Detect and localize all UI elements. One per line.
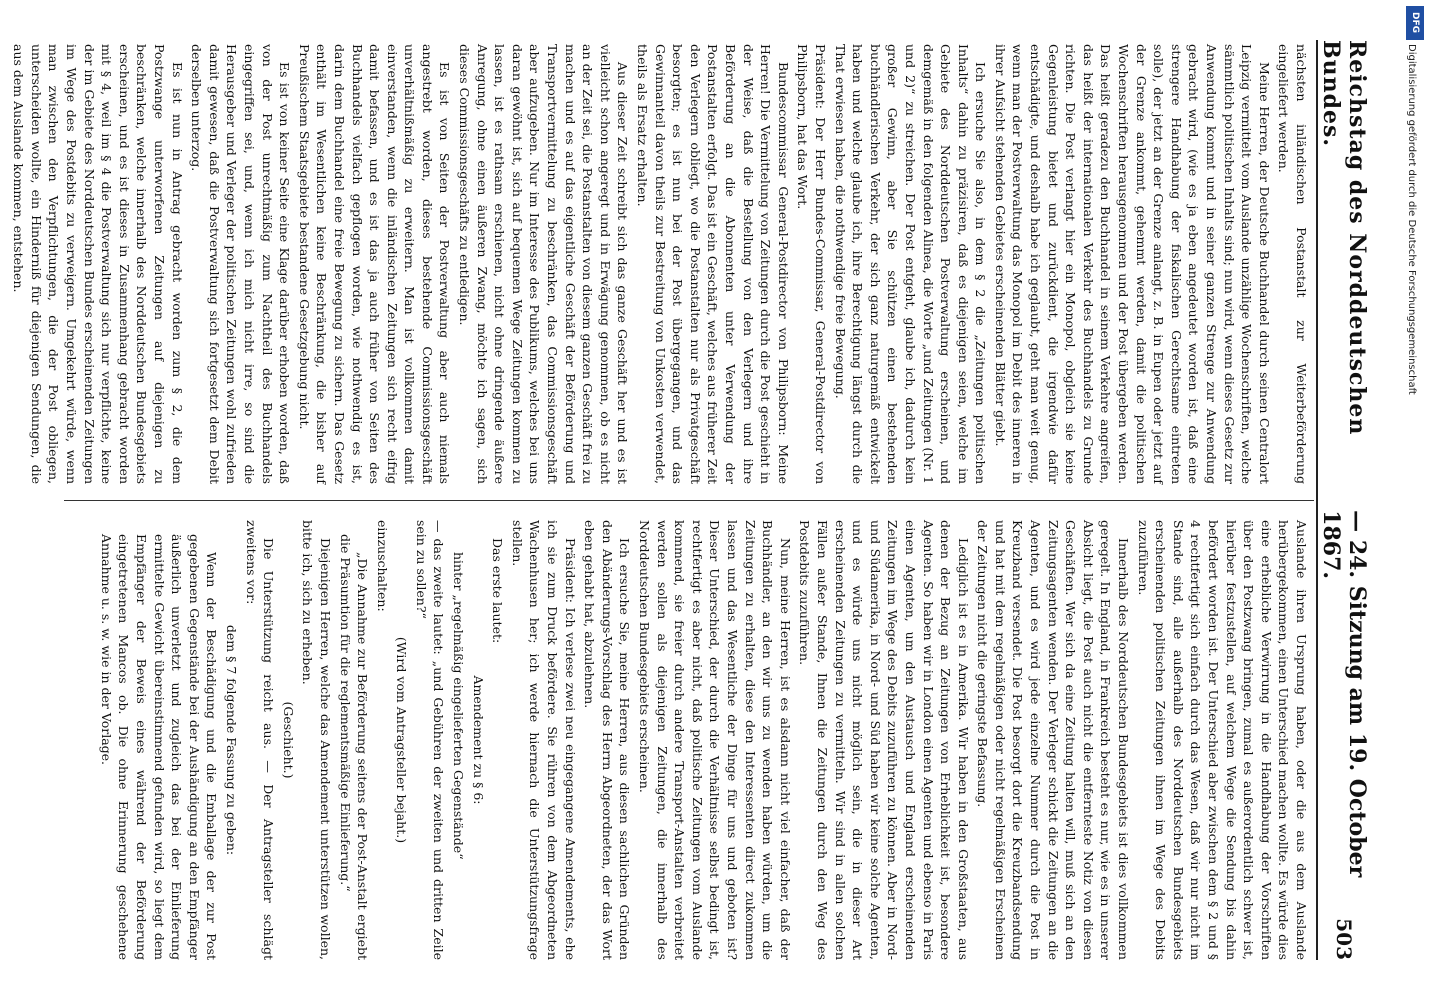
page-number: 503 — [1332, 918, 1356, 960]
paragraph: Diejenigen Herren, welche das Amendement unterstützen wollen, bitte ich, sich zu erheben. — [300, 520, 333, 960]
paragraph: Innerhalb des Norddeutschen Bundesgebiets ist dies vollkommen geregelt. In England, in Frankreich besteht es nur, wie es in unserer Absicht liegt, die Post auch nicht die entfernteste Notiz von diesen Geschäften. Wer sich da eine Zeitung halten will, muß sich an den Zeitungsagenten wenden. Der Verleger schickt die Zeitungen an die Agenten, und es wird jede einzelne Nummer durch die Post in Kreuzband versendet. Die Post besorgt dort die Kreuzbandsendung und hat mit dem regelmäßigen oder nicht regelmäßigen Erscheinen der Zeitungen nicht die geringste Befassung. — [975, 520, 1132, 960]
column-divider — [64, 500, 1314, 501]
amendment-text: hinter „regelmäßig eingelieferten Gegenstände“ — [451, 552, 467, 860]
paragraph: nächsten inländischen Postanstalt zur Weiterbeförderung eingeliefert werden. — [1276, 44, 1309, 484]
speaker-paragraph: Bundescommissar General-Postdirector von Philipsborn: Meine Herren! Die Vermittelung von Zeitungen durch die Post geschieht in der Weise, daß die Bestellung von den Verlegern und ihre Beförderung an die Abonnenten unter Verwendung der Postanstalten erfolgt. Das ist ein Geschäft, welches aus früherer Zeit den Verlegern obliegt, wo die Postanstalten nur als Privatgeschäft besorgten; es ist nun bei der Post übergegangen, und das Gewinnanteil davon theils zur Bestreitung von Unkosten verwendet, theils als Ersatz erhalten. — [635, 44, 791, 484]
paragraph: — das zweite lautet: „und Gebühren der zweiten und dritten Zeile sein zu sollen?“ — [413, 520, 447, 960]
page-header — [1320, 40, 1368, 960]
document-page — [11, 20, 1376, 980]
running-title: Reichstag des Norddeutschen Bundes. — [1318, 40, 1370, 436]
amendment-text: „Die Annahme zur Beförderung seitens der Post-Anstalt ergiebt die Präsumtion für die reglementsmäßige Einlieferung.“ — [337, 534, 371, 960]
paragraph: Es ist von Seiten der Postverwaltung aber auch niemals angestrebt worden, dieses bestehende Commissionsgeschäft unverhältnißmäßig zu erweitern. Man ist vollkommen damit einverstanden, wenn die inländischen Zeitungen sich recht eifrig damit befassen, und es ist das ja auch früher von Seiten des Buchhandels vielfach gepflogen worden, wie nothwendig es ist, darin dem Buchhandel eine freie Bewegung zu sichern. Das Gesetz enthält im Wesentlichen keine Beschränkung, die bisher auf Preußischem Staatsgebiete bestandene Gesetzgebung nicht. — [296, 44, 453, 484]
speaker-paragraph: Präsident: Der Herr Bundes-Commissar, General-Postdirector von Philipsborn, hat das Wort. — [795, 44, 828, 484]
paragraph: Es ist nun in Antrag gebracht worden zum § 2, die dem Postzwange unterworfenen Zeitungen auf diejenigen zu beschränken, welche innerhalb des Norddeutschen Bundesgebiets erscheinen, und es ist dieses in Zusammenhang gebracht worden mit § 4, weil im § 4 die Postverwaltung sich nur verpflichte, keine der im Gebiete des Norddeutschen Bundes erscheinenden Zeitungen im Wege des Postdebits zu verweigern. Umgekehrt würde, wenn man zwischen den Verpflichtungen, die der Post obliegen, unterscheiden wollte, ein Hinderniß für diejenigen Sendungen, die aus dem Auslande kommen, entstehen. — [11, 44, 185, 484]
paragraph: Aus dieser Zeit schreibt sich das ganze Geschäft her und es ist vielleicht schon angeregt und in Erwägung genommen, ob es nicht an der Zeit sei, die Postanstalten von diesem ganzen Geschäft frei zu machen und es auf das eigentliche Geschäft der Beförderung und Transportvermittelung zu beschränken, das Commissionsgeschäft aber aufzugeben. Nur im Interesse des Publikums, welches bei uns daran gewöhnt ist, sich auf bequemen Wege Zeitungen kommen zu lassen, ist es rathsam erschienen, nicht ohne dringende äußere Anregung, ohne einen äußeren Zwang, möchte ich sagen, sich dieses Commissionsgeschäfts zu entledigen. — [457, 44, 631, 484]
paragraph: Auslande ihren Ursprung haben, oder die aus dem Auslande herübergekommen, einen Unterschied machen wollte. Es würde dies eine erhebliche Verwirrung in die Handhabung der Vorschriften über den Postzwang bringen, zumal es außerordentlich schwer ist, hierüber festzustellen, auf welchem Wege die Sendung bis dahin befördert worden ist. Der Unterschied aber zwischen dem § 2 und § 4 rechtfertigt sich einfach durch das Wesen, daß wir nur nicht im Stande sind, alle außerhalb des Norddeutschen Bundesgebiets erscheinenden politischen Zeitungen ihnen im Wege des Debits zuzuführen. — [1135, 520, 1309, 960]
paragraph: Lediglich ist es in Amerika. Wir haben in den Großstaaten, aus denen der Bezug an Zeitungen von Erheblichkeit ist, besondere Agenten. So haben wir in London einen Agenten und ebenso in Paris einen Agenten, um den Austausch und England erscheinenden Zeitungen im Wege des Debits zuzuführen zu können. Aber in Nord- und Südamerika, in Nord- und Süd haben wir keine solche Agenten, und es würde uns nicht möglich sein, die in dieser Art erscheinenden Zeitungen zu vermitteln. Wir sind in allen solchen Fällen außer Stande, Ihnen die Zeitungen durch den Weg des Postdebits zuzuführen. — [797, 520, 971, 960]
dfg-logo: DFG — [1406, 6, 1424, 40]
paragraph: Es ist von keiner Seite eine Klage darüber erhoben worden, daß von der Post unrechtmäßig zum Nachtheil des Buchhandels eingegriffen sei, und, wenn ich mich nicht irre, so sind die Herausgeber und Verleger der politischen Zeitungen wohl zufrieden damit gewesen, daß die Postverwaltung sich fortgesetzt dem Debit derselben unterzog. — [189, 44, 293, 484]
amendment-text: Wenn der Beschädigung und die Emballage der zur Post gegebenen Gegenstände bei der Aushändigung an den Empfänger äußerlich unverletzt und zugleich das bei der Einlieferung ermittelte Gewicht übereinstimmend gefunden wird, so liegt dem Empfänger der Beweis eines während der Beförderung eingetretenen Mancos ob. Die ohne Erinnerung geschehene Annahme u. s. w. wie in der Vorlage. — [98, 534, 220, 960]
paragraph: Ich ersuche Sie also, in dem § 2 die „Zeitungen politischen Inhalts“ dahin zu präzisiren, daß es diejenigen seien, welche im Gebiete des Norddeutschen Postverwaltung erscheinen, und demgemäß in den folgenden Alinea, die Worte „und Zeitungen (Nr. 1 und 2)“ zu streichen. Der Post entgeht, glaube ich, dadurch kein großer Gewinn, aber Sie schützen einen bestehenden buchhändlerischen Verkehr, der sich ganz naturgemäß entwickelt haben und welche glaube ich, ihre Berechtigung längst durch die That erwiesen haben, die nothwendige freie Bewegung. — [832, 44, 989, 484]
paragraph: Die Unterstützung reicht aus. — Der Antragsteller schlägt zweitens vor: — [243, 520, 277, 960]
paragraph: Das erste lautet: — [490, 538, 506, 644]
left-column — [11, 44, 1310, 484]
paragraph: Meine Herren, der Deutsche Buchhandel durch seinen Centralort Leipzig vermittelt vom Auslande unzählige Wochenschriften, welche sämmtlich politischen Inhalts sind; nun wird, wenn dieses Gesetz zur Anwendung kommt und in seiner ganzen Strenge zur Anwendung gebracht wird, (wie es ja eben angedeutet worden ist, daß eine strengere Handhabung der fiskalischen Gerechtsame eintreten solle), der jetzt an der Grenze anlangt, z. B. in Eupen oder jetzt auf der Grenze ankommt, gehemmt werden, damit die politischen Wochenschriften herausgenommen und der Post übergeben werden. Das heißt geradezu den Buchhandel in seinem Verkehre angreifen, das heißt der internationalen Verkehr des Buchhandels zu Grunde richten. Die Post verlangt hier ein Monopol, obgleich sie keine Gegenleistung bietet und zurückdient, die irgendwie dafür entschädigte, und deshalb habe ich geglaubt, geht man weit genug, wenn man der Postverwaltung das Monopol im Debit des inneren in ihrer Aufsicht stehenden Gebietes erscheinenden Blätter giebt. — [992, 44, 1272, 484]
paragraph: einzuschalten: — [374, 520, 390, 612]
right-column — [64, 520, 1310, 960]
paragraph: Ich ersuche Sie, meine Herren, aus diesen sachlichen Gründen den Abänderungs-Vorschlag des Herrn Abgeordneten, der das Wort eben gehabt hat, abzulehnen. — [582, 520, 633, 960]
amendment-heading: Amendement zu § 6: — [470, 675, 486, 805]
stage-direction: (Wird vom Antragsteller bejaht.) — [394, 636, 410, 844]
header-rule — [1316, 40, 1318, 960]
session-title: — 24. Sitzung am 19. October 1867. — [1318, 510, 1370, 878]
stage-direction: (Geschieht.) — [280, 701, 296, 779]
funding-credit: Digitalisierung gefördert durch die Deutsche Forschungsgemeinschaft — [1406, 44, 1417, 395]
attribution-strip — [1402, 0, 1430, 1000]
amendment-heading: dem § 7 folgende Fassung zu geben: — [223, 624, 239, 856]
speaker-paragraph: Präsident: Ich verlese zwei neu eingegangene Amendements, ehe ich sie zum Druck befördere. Sie rühren von dem Abgeordneten Wachenhusen her; ich werde hiernach die Unterstützungsfrage stellen. — [509, 520, 578, 960]
paragraph: Nun, meine Herren, ist es alsdann nicht viel einfacher, daß der Buchhändler, an den wir uns zu wenden haben würden, um die Zeitungen zu erhalten, diese den Interessenten direct zukommen lassen und das Wesentliche der Dinge für uns und geboten ist? Dieser Unterschied, der durch die Verhältnisse selbst bedingt ist, rechtfertigt es aber nicht, daß politische Zeitungen vom Auslande kommend, sie freier durch andere Transport-Anstalten verbreitet werden sollen als diejenigen Zeitungen, die innerhalb des Norddeutschen Bundesgebiets erscheinen. — [637, 520, 793, 960]
